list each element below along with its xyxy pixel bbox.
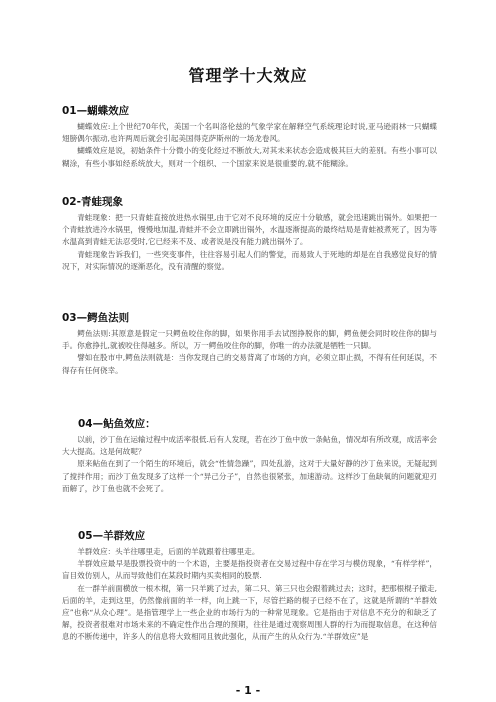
section-herd-effect <box>62 528 437 644</box>
paragraph: 譬如在股市中,鳄鱼法则就是：当你发现自己的交易背离了市场的方向，必须立即止损，不得有任何延误，不得存有任何侥幸。 <box>62 353 437 375</box>
paragraph: 蝴蝶效应:上个世纪70年代，美国一个名叫洛伦兹的气象学家在解释空气系统理论时说,亚马逊雨林一只蝴蝶翅膀偶尔振动,也许两周后就会引起美国得克萨斯州的一场龙卷风。 <box>62 122 437 144</box>
paragraph: 羊群效应最早是股票投资中的一个术语，主要是指投资者在交易过程中存在学习与模仿现象，“有样学样”，盲目效仿别人，从而导致他们在某段时期内买卖相同的股票. <box>62 559 437 581</box>
section-heading: 04—鲇鱼效应： <box>78 418 156 430</box>
section-heading: 03—鳄鱼法则 <box>62 312 130 324</box>
paragraph: 鳄鱼法则:其原意是假定一只鳄鱼咬住你的脚，如果你用手去试图挣脱你的脚，鳄鱼便会同时咬住你的脚与手。你愈挣扎,就被咬住得越多。所以，万一鳄鱼咬住你的脚，你唯一的办法就是牺牲一只脚。 <box>62 329 437 351</box>
paragraph: 以前，沙丁鱼在运输过程中成活率很低.后有人发现，若在沙丁鱼中放一条鲇鱼，情况却有所改观，成活率会大大提高。这是何故呢？ <box>62 435 437 457</box>
section-heading: 01—蝴蝶效应 <box>62 105 130 117</box>
section-heading: 02-青蛙现象 <box>62 196 123 208</box>
section-butterfly-effect <box>62 103 437 170</box>
section-frog-phenomenon <box>62 194 437 273</box>
paragraph: 羊群效应：头羊往哪里走，后面的羊就跟着往哪里走。 <box>77 547 260 556</box>
paragraph: 青蛙现象：把一只青蛙直接放进热水锅里,由于它对不良环境的反应十分敏感，就会迅速跳出锅外。如果把一个青蛙放进冷水锅里，慢慢地加温,青蛙并不会立即跳出锅外，水温逐渐提高的最终结局是青蛙被煮死了，因为等水温高到青蛙无法忍受时,它已经来不及、或者说是没有能力跳出锅外了。 <box>62 213 437 247</box>
page-number: - 1 - <box>235 684 261 697</box>
paragraph: 在一群羊前面横放一根木棍，第一只羊跳了过去，第二只、第三只也会跟着跳过去；这时，把那根棍子撤走,后面的羊，走到这里，仍然像前面的羊一样，向上跳一下，尽管拦路的棍子已经不在了，这就是所谓的“羊群效应”也称“从众心理”。是指管理学上一些企业的市场行为的一种常见现象。它是指由于对信息不充分的和缺乏了解，投资者很难对市场未来的不确定性作出合理的预期，往往是通过观察周围人群的行为而提取信息，在这种信息的不断传递中，许多人的信息将大致相同且彼此强化，从而产生的从众行为.“羊群效应”是 <box>62 583 437 642</box>
paragraph: 原来鲇鱼在到了一个陌生的环境后，就会“性情急躁”，四处乱游，这对于大量好静的沙丁鱼来说，无疑起到了搅拌作用；而沙丁鱼发现多了这样一个“异己分子”，自然也很紧张，加速游动。这样沙丁鱼缺氧的问题就迎刃而解了，沙丁鱼也就不会死了。 <box>62 459 437 493</box>
section-crocodile-rule <box>62 310 437 377</box>
paragraph: 青蛙现象告诉我们，一些突变事件，往往容易引起人们的警觉，而易致人于死地的却是在自我感觉良好的情况下，对实际情况的逐渐恶化，没有清醒的察觉。 <box>62 249 437 271</box>
section-catfish-effect <box>62 416 437 495</box>
paragraph: 蝴蝶效应是说，初始条件十分微小的变化经过不断放大,对其未来状态会造成极其巨大的差别。有些小事可以糊涂，有些小事如经系统放大，则对一个组织、一个国家来说是很重要的,就不能糊涂。 <box>62 146 437 168</box>
section-heading: 05—羊群效应 <box>78 530 146 542</box>
page-title: 管理学十大效应 <box>188 66 308 85</box>
